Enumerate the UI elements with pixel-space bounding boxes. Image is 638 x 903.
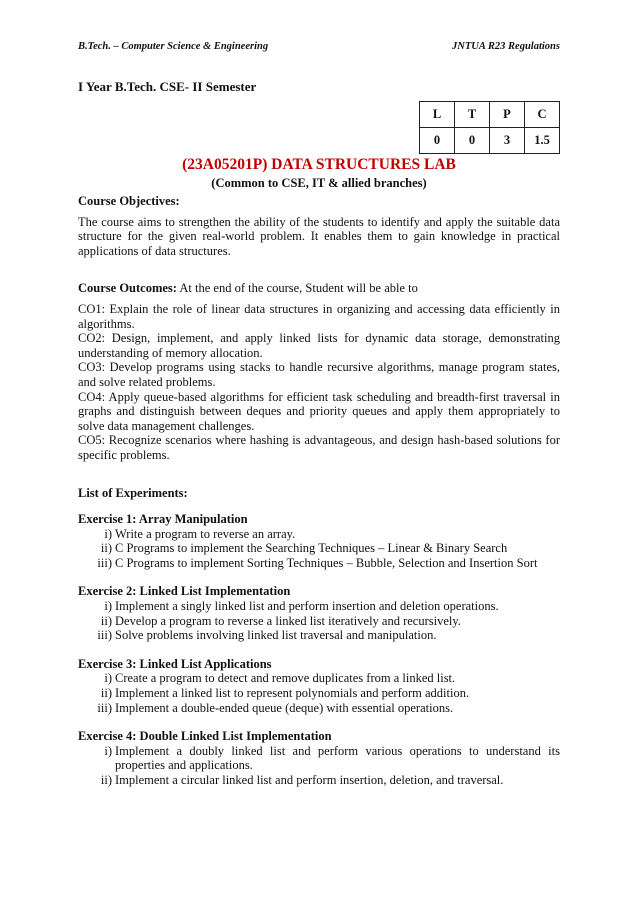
exercise-section [78, 657, 560, 715]
exercise-item [96, 773, 560, 788]
header-regulations: JNTUA R23 Regulations [452, 41, 560, 52]
ltpc-table [419, 101, 560, 154]
objectives-heading: Course Objectives: [78, 194, 180, 208]
item-text: Implement a double-ended queue (deque) with essential operations. [115, 700, 454, 715]
exercise-item [96, 671, 560, 686]
item-text: C Programs to implement Sorting Techniques – Bubble, Selection and Insertion Sort [115, 555, 538, 570]
item-number: iii) [97, 700, 112, 715]
ltpc-value-row [420, 128, 560, 154]
semester-label: I Year B.Tech. CSE- II Semester [78, 79, 257, 94]
item-text: C Programs to implement the Searching Techniques – Linear & Binary Search [115, 541, 508, 556]
exercise-items [78, 744, 560, 788]
item-number: i) [104, 526, 112, 541]
exercise-title: Exercise 2: Linked List Implementation [78, 584, 291, 599]
exercise-item [96, 527, 560, 542]
item-number: iii) [97, 628, 112, 643]
outcomes-heading: Course Outcomes: [78, 281, 177, 296]
item-text: Implement a linked list to represent polynomials and perform addition. [115, 686, 470, 701]
item-text: Solve problems involving linked list traversal and manipulation. [115, 628, 437, 643]
outcomes-list [78, 302, 560, 463]
item-number: i) [104, 671, 112, 686]
experiments-heading: List of Experiments: [78, 485, 188, 500]
item-number: iii) [97, 555, 112, 570]
outcome-item: CO1: Explain the role of linear data structures in organizing and accessing data efficiently in algorithms. [78, 301, 560, 331]
exercise-item [96, 614, 560, 629]
ltpc-header-t: T [455, 102, 490, 128]
course-title: (23A05201P) DATA STRUCTURES LAB [182, 156, 456, 173]
item-number: i) [104, 599, 112, 614]
exercise-section [78, 584, 560, 642]
item-number: ii) [100, 541, 112, 556]
item-text: Implement a doubly linked list and perform various operations to understand its properties and applications. [115, 743, 560, 773]
ltpc-value-l: 0 [420, 128, 455, 154]
exercise-item [96, 686, 560, 701]
exercise-title: Exercise 3: Linked List Applications [78, 656, 272, 671]
item-text: Develop a program to reverse a linked list iteratively and recursively. [115, 613, 461, 628]
item-number: ii) [100, 613, 112, 628]
exercise-item [96, 628, 560, 643]
item-text: Write a program to reverse an array. [115, 526, 296, 541]
outcomes-intro-line [78, 281, 560, 296]
exercise-title: Exercise 4: Double Linked List Implementation [78, 729, 332, 744]
ltpc-value-c: 1.5 [525, 128, 560, 154]
exercise-item [96, 744, 560, 773]
objectives-text: The course aims to strengthen the ability of the students to identify and apply the suitable data structure for the given real-world problem. It enables them to gain knowledge in practical applications of data structures. [78, 214, 560, 258]
outcome-item: CO4: Apply queue-based algorithms for efficient task scheduling and breadth-first traversal in graphs and distinguish between deques and priority queues and apply them appropriately to solve data management challenges. [78, 389, 560, 433]
item-number: i) [104, 743, 112, 758]
item-number: ii) [100, 773, 112, 787]
exercise-items [78, 599, 560, 643]
item-number: ii) [100, 686, 112, 701]
exercise-section [78, 729, 560, 787]
ltpc-value-t: 0 [455, 128, 490, 154]
exercise-item [96, 599, 560, 614]
ltpc-header-c: C [525, 102, 560, 128]
outcome-item: CO2: Design, implement, and apply linked lists for dynamic data storage, demonstrating understanding of memory allocation. [78, 331, 560, 360]
exercise-items [78, 527, 560, 571]
exercise-items [78, 671, 560, 715]
ltpc-header-l: L [420, 102, 455, 128]
exercise-title: Exercise 1: Array Manipulation [78, 512, 248, 527]
outcome-item: CO3: Develop programs using stacks to handle recursive algorithms, manage program states, and solve related problems. [78, 360, 560, 389]
course-subtitle: (Common to CSE, IT & allied branches) [211, 176, 427, 190]
ltpc-value-p: 3 [490, 128, 525, 154]
document-body [78, 194, 560, 788]
header-program: B.Tech. – Computer Science & Engineering [78, 41, 269, 52]
outcomes-intro: At the end of the course, Student will be able to [176, 281, 418, 296]
exercise-item [96, 556, 560, 571]
ltpc-header-p: P [490, 102, 525, 128]
ltpc-header-row [420, 102, 560, 128]
item-text: Implement a singly linked list and perform insertion and deletion operations. [115, 599, 499, 614]
outcome-item: CO5: Recognize scenarios where hashing is advantageous, and design hash-based solutions for specific problems. [78, 433, 560, 462]
exercise-item [96, 701, 560, 716]
exercise-item [96, 541, 560, 556]
item-text: Implement a circular linked list and perform insertion, deletion, and traversal. [115, 773, 504, 787]
item-text: Create a program to detect and remove duplicates from a linked list. [115, 671, 456, 686]
exercise-section [78, 512, 560, 570]
